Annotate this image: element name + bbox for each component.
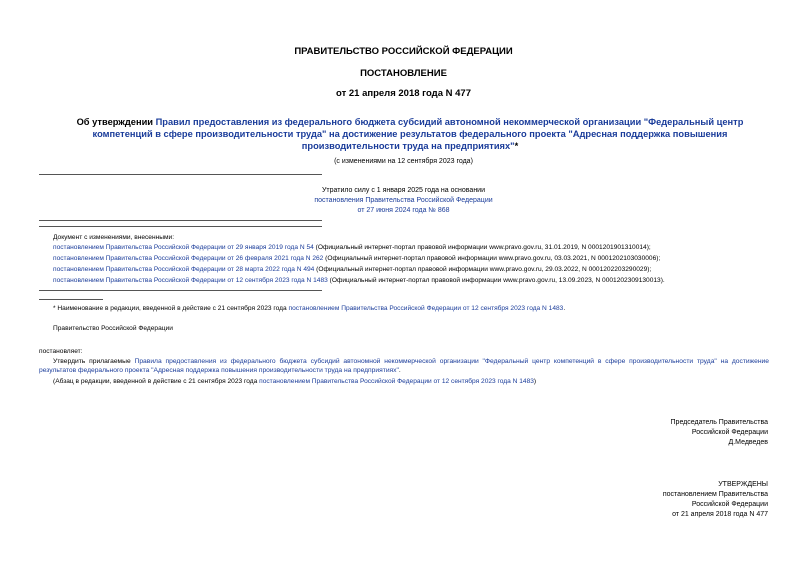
document-type: ПОСТАНОВЛЕНИЕ	[360, 68, 447, 79]
expired-line-1: Утратило силу с 1 января 2025 года на основании	[321, 187, 486, 194]
signature-block	[671, 418, 768, 448]
divider	[39, 220, 322, 221]
footnote-link[interactable]: постановлением Правительства Российской Федерации от 12 сентября 2023 года N 1483	[288, 305, 564, 312]
expired-link-2[interactable]: от 27 июня 2024 года № 868	[357, 207, 450, 214]
approved-line-3: Российской Федерации	[691, 501, 768, 508]
expired-link-1[interactable]: постановления Правительства Российской Федерации	[314, 197, 493, 204]
divider	[39, 174, 322, 175]
document-title	[52, 116, 768, 152]
approve-rules-link[interactable]: Правила предоставления из федерального бюджета субсидий автономной некоммерческой организации "Федеральный центр компетенций в сфере производительности труда" на достижение результатов федерального проекта "Адресная поддержка повышения производительности труда на предприятиях"	[39, 358, 770, 374]
change-link[interactable]: постановлением Правительства Российской Федерации от 29 января 2019 года N 54	[53, 244, 314, 251]
approve-paragraph: Утвердить прилагаемые Правила предоставления из федерального бюджета субсидий автономной некоммерческой организации "Федеральный центр компетенций в сфере производительности труда" на достижение результатов федерального проекта "Адресная поддержка повышения производительности труда на предприятиях".	[39, 358, 770, 374]
footnote-divider	[39, 299, 103, 300]
decides-text: постановляет:	[39, 348, 83, 355]
title-suffix: *	[514, 141, 519, 151]
expired-note	[0, 186, 807, 216]
signature-line-2: Российской Федерации	[691, 429, 768, 436]
title-rules-link[interactable]: Правил предоставления из федерального бюджета субсидий автономной некоммерческой организации "Федеральный центр компетенций в сфере производительности труда" на достижение результатов федерального проекта "Адресная поддержка повышения производительности труда на предприятиях"	[92, 117, 744, 151]
amended-note: (с изменениями на 12 сентября 2023 года)	[334, 158, 473, 165]
approved-line-1: УТВЕРЖДЕНЫ	[718, 481, 768, 488]
government-heading: ПРАВИТЕЛЬСТВО РОССИЙСКОЙ ФЕДЕРАЦИИ	[294, 46, 513, 57]
change-item: постановлением Правительства Российской Федерации от 28 марта 2022 года N 494 (Официальный интернет-портал правовой информации www.pravo.gov.ru, 29.03.2022, N 0001202203290029);	[53, 266, 652, 273]
change-link[interactable]: постановлением Правительства Российской Федерации от 12 сентября 2023 года N 1483	[53, 277, 328, 284]
change-item: постановлением Правительства Российской Федерации от 29 января 2019 года N 54 (Официальный интернет-портал правовой информации www.pravo.gov.ru, 31.01.2019, N 0001201901310014);	[53, 244, 651, 251]
footnote: * Наименование в редакции, введенной в действие с 21 сентября 2023 года постановлением Правительства Российской Федерации от 12 сентября 2023 года N 1483.	[53, 305, 566, 312]
signature-line-3: Д.Медведев	[728, 439, 768, 446]
edit-note-link[interactable]: постановлением Правительства Российской Федерации от 12 сентября 2023 года N 1483	[259, 378, 534, 385]
change-item: постановлением Правительства Российской Федерации от 12 сентября 2023 года N 1483 (Официальный интернет-портал правовой информации www.pravo.gov.ru, 13.09.2023, N 0001202309130013).	[53, 277, 665, 284]
change-item: постановлением Правительства Российской Федерации от 26 февраля 2021 года N 262 (Официальный интернет-портал правовой информации www.pravo.gov.ru, 03.03.2021, N 0001202103030006);	[53, 255, 661, 262]
changes-intro: Документ с изменениями, внесенными:	[53, 234, 175, 241]
change-link[interactable]: постановлением Правительства Российской Федерации от 28 марта 2022 года N 494	[53, 266, 315, 273]
approved-block	[663, 480, 768, 520]
approved-line-2: постановлением Правительства	[662, 491, 768, 498]
government-name: Правительство Российской Федерации	[53, 325, 173, 332]
divider	[39, 290, 322, 291]
title-prefix: Об утверждении	[76, 117, 156, 127]
document-date: от 21 апреля 2018 года N 477	[336, 88, 471, 99]
approved-line-4: от 21 апреля 2018 года N 477	[672, 511, 768, 518]
signature-line-1: Председатель Правительства	[670, 419, 768, 426]
divider	[39, 226, 322, 227]
edit-note: (Абзац в редакции, введенной в действие с 21 сентября 2023 года постановлением Правительства Российской Федерации от 12 сентября 2023 года N 1483)	[53, 378, 537, 385]
change-link[interactable]: постановлением Правительства Российской Федерации от 26 февраля 2021 года N 262	[53, 255, 324, 262]
